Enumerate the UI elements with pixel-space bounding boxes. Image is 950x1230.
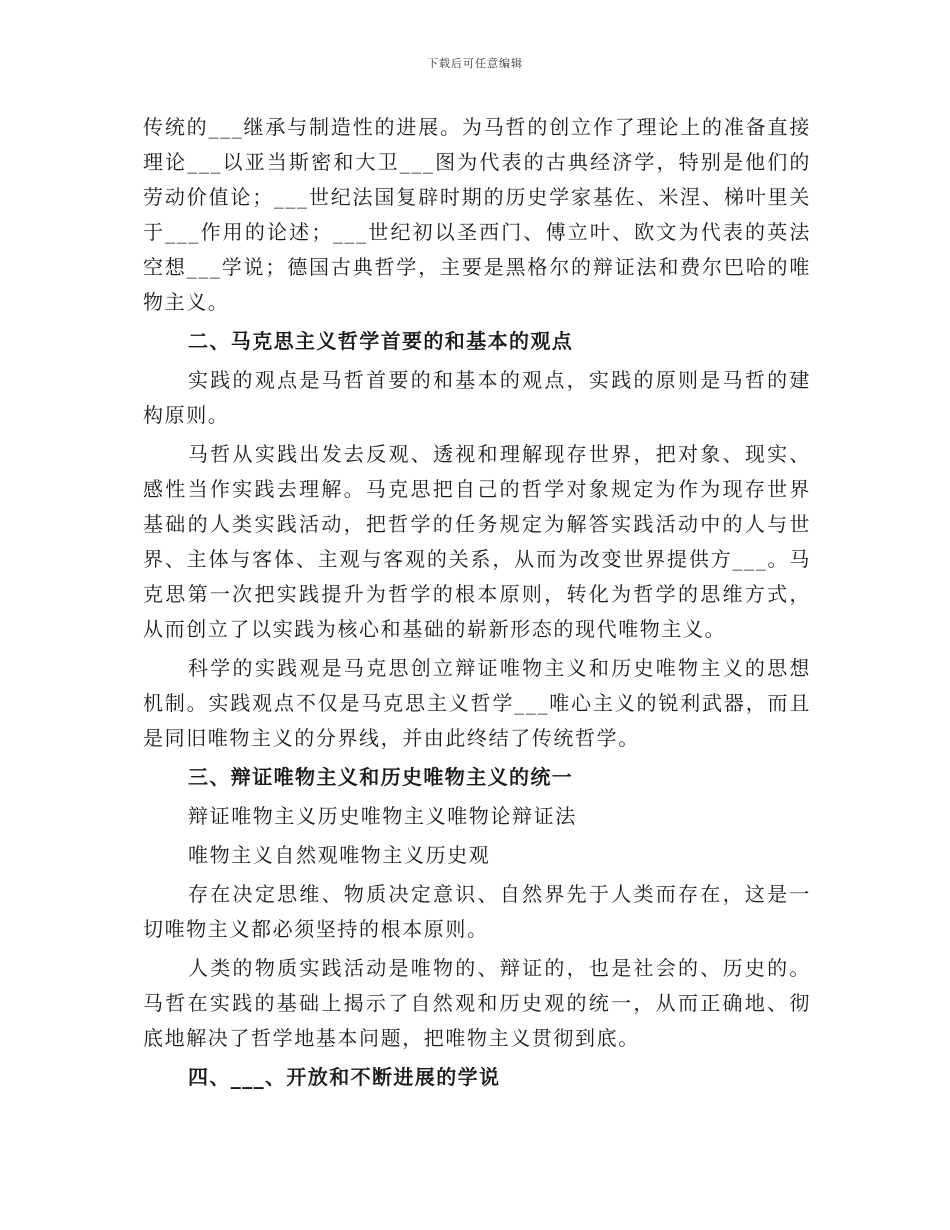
document-body: [143, 110, 811, 1099]
section-heading-4: 四、___、开放和不断进展的学说: [188, 1065, 501, 1089]
paragraph-terms-2: 唯物主义自然观唯物主义历史观: [188, 843, 491, 867]
paragraph-materialism-principle: 存在决定思维、物质决定意识、自然界先于人类而存在，这是一切唯物主义都必须坚持的根本原则。: [143, 882, 811, 941]
section-heading-3: 三、辩证唯物主义和历史唯物主义的统一: [188, 765, 574, 789]
paragraph-scientific-practice: 科学的实践观是马克思创立辩证唯物主义和历史唯物主义的思想机制。实践观点不仅是马克思主义哲学___唯心主义的锐利武器，而且是同旧唯物主义的分界线，并由此终结了传统哲学。: [143, 656, 811, 750]
paragraph-terms-1: 辩证唯物主义历史唯物主义唯物论辩证法: [188, 804, 577, 828]
paragraph-unity: 人类的物质实践活动是唯物的、辩证的，也是社会的、历史的。马哲在实践的基础上揭示了自然观和历史观的统一，从而正确地、彻底地解决了哲学地基本问题，把唯物主义贯彻到底。: [143, 956, 811, 1050]
section-heading-2: 二、马克思主义哲学首要的和基本的观点: [188, 329, 574, 353]
header-note: 下载后可任意编辑: [427, 57, 523, 70]
paragraph-practice-view: 实践的观点是马哲首要的和基本的观点，实践的原则是马哲的建构原则。: [143, 368, 811, 427]
paragraph-intro: 传统的___继承与制造性的进展。为马哲的创立作了理论上的准备直接理论___以亚当斯密和大卫___图为代表的古典经济学，特别是他们的劳动价值论；___世纪法国复辟时期的历史学家基佐、米涅、梯叶里关于___作用的论述；___世纪初以圣西门、傅立叶、欧文为代表的英法空想___学说；德国古典哲学，主要是黑格尔的辩证法和费尔巴哈的唯物主义。: [143, 115, 811, 314]
paragraph-practice-world: 马哲从实践出发去反观、透视和理解现存世界，把对象、现实、感性当作实践去理解。马克思把自己的哲学对象规定为作为现存世界基础的人类实践活动，把哲学的任务规定为解答实践活动中的人与世界、主体与客体、主观与客观的关系，从而为改变世界提供方___。马克思第一次把实践提升为哲学的根本原则，转化为哲学的思维方式，从而创立了以实践为核心和基础的崭新形态的现代唯物主义。: [143, 442, 811, 641]
